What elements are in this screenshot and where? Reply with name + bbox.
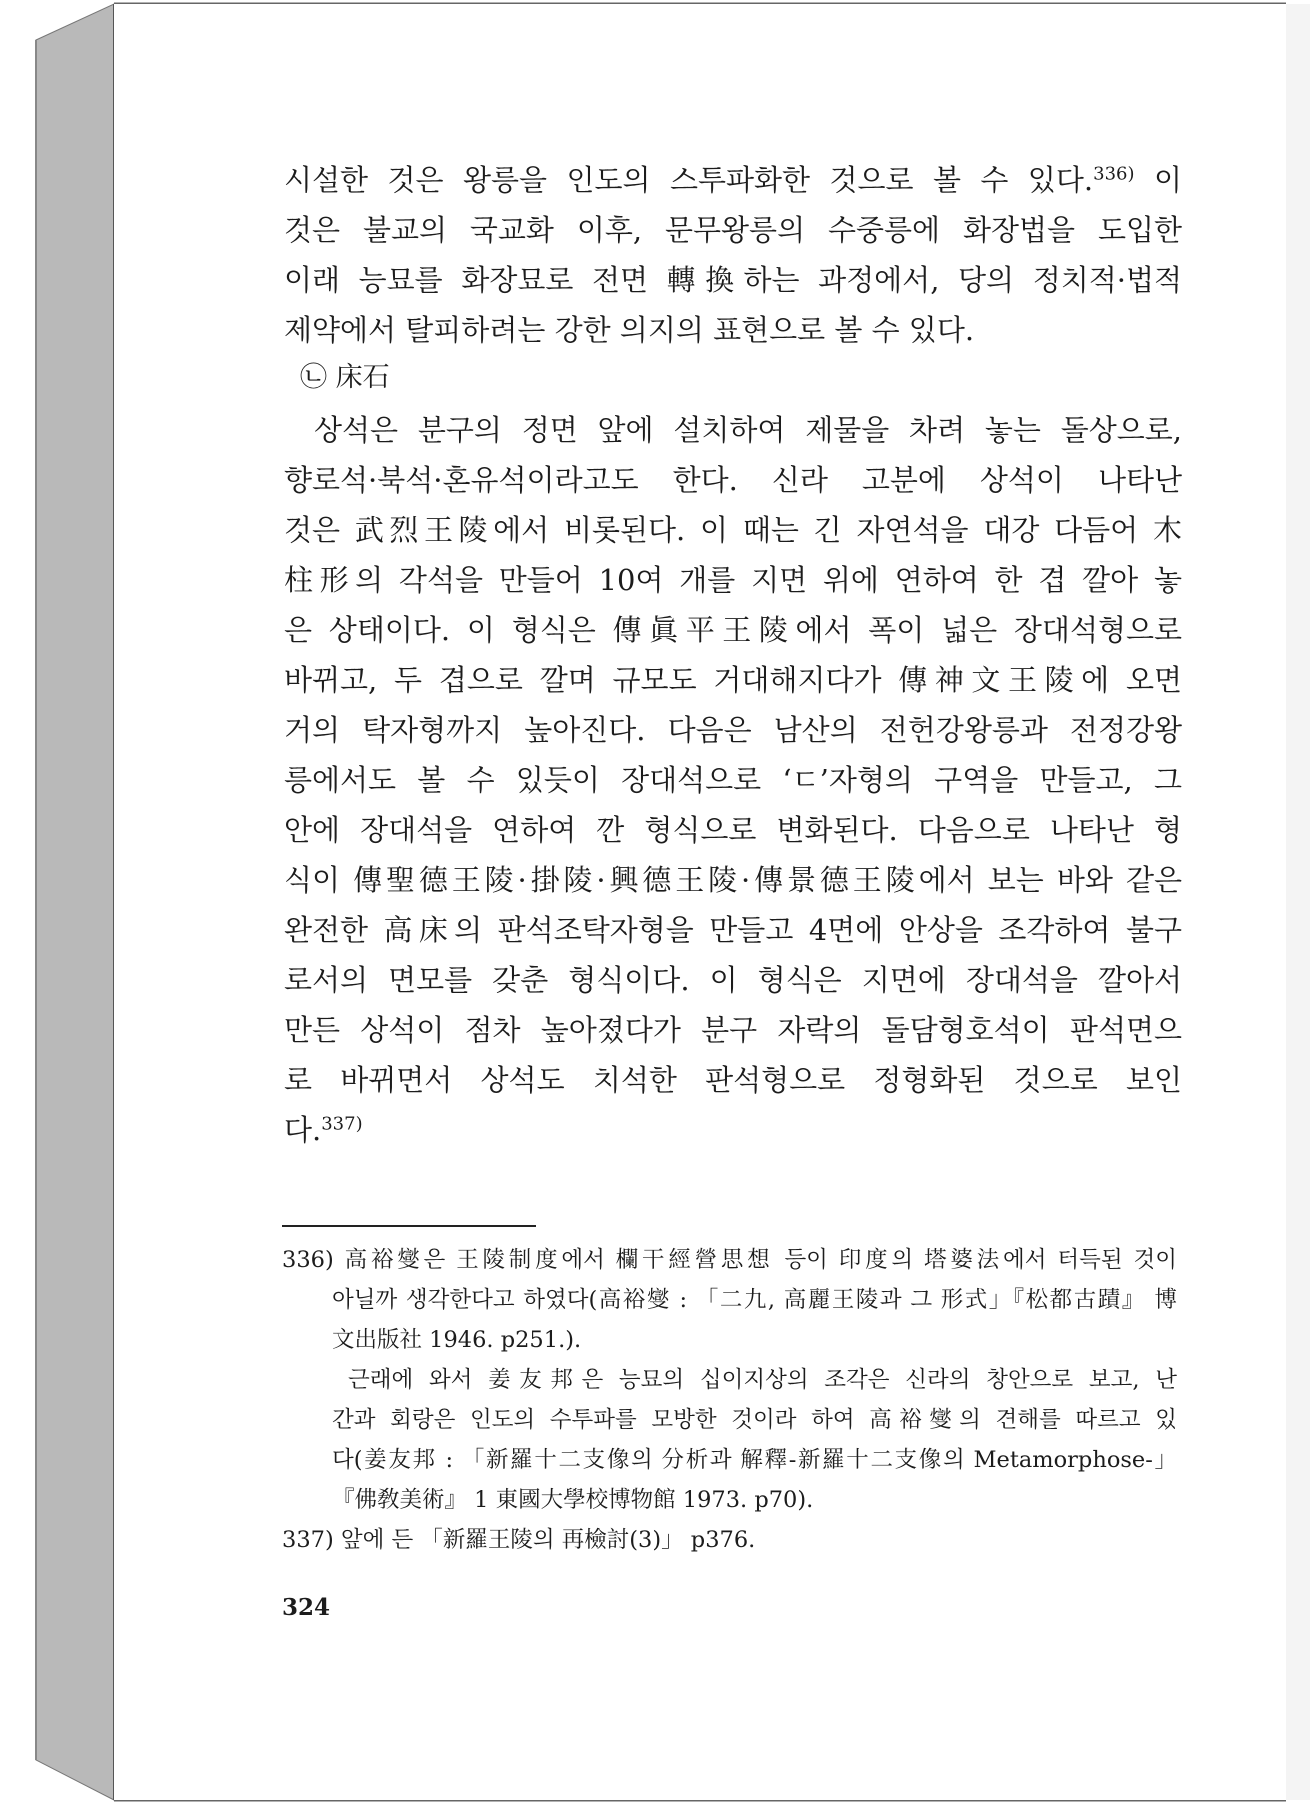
footnote-337: 337) 앞에 든 「新羅王陵의 再檢討(3)」 p376. xyxy=(282,1527,756,1553)
para2-line-3: 것은 武烈王陵에서 비롯된다. 이 때는 긴 자연석을 대강 다듬어 木 xyxy=(284,513,1182,547)
heading-text: 床石 xyxy=(335,362,390,393)
body-line-2: 것은 불교의 국교화 이후, 문무왕릉의 수중릉에 화장법을 도입한 xyxy=(284,213,1182,247)
body-line-3: 이래 능묘를 화장묘로 전면 轉換하는 과정에서, 당의 정치적·법적 xyxy=(284,263,1182,297)
para2-line-7: 거의 탁자형까지 높아진다. 다음은 남산의 전헌강왕릉과 전정강왕 xyxy=(284,713,1182,747)
footnote-336-line-5: 간과 회랑은 인도의 수투파를 모방한 것이라 하여 高裕燮의 견해를 따르고 있 xyxy=(332,1407,1177,1433)
para2-line-1: 상석은 분구의 정면 앞에 설치하여 제물을 차려 놓는 돌상으로, xyxy=(314,413,1182,447)
body-line-1: 시설한 것은 왕릉을 인도의 스투파화한 것으로 볼 수 있다.$^{336)}$ 이 xyxy=(284,163,1182,197)
section-heading xyxy=(300,358,390,398)
footnote-336-line-1: 336) 高裕燮은 王陵制度에서 欄干經營思想 등이 印度의 塔婆法에서 터득된 것이 xyxy=(282,1247,1177,1273)
para2-line-13: 만든 상석이 점차 높아졌다가 분구 자락의 돌담형호석이 판석면으 xyxy=(284,1013,1182,1047)
footnote-336-line-3: 文出版社 1946. p251.). xyxy=(332,1327,582,1353)
para2-line-5: 은 상태이다. 이 형식은 傳眞平王陵에서 폭이 넓은 장대석형으로 xyxy=(284,613,1182,647)
para2-line-9: 안에 장대석을 연하여 깐 형식으로 변화된다. 다음으로 나타난 형 xyxy=(284,813,1182,847)
book-page xyxy=(114,4,1286,1800)
para2-line-11: 완전한 高床의 판석조탁자형을 만들고 4면에 안상을 조각하여 불구 xyxy=(284,913,1182,947)
page-number: 324 xyxy=(282,1594,331,1621)
para2-line-10: 식이 傳聖德王陵·掛陵·興德王陵·傳景德王陵에서 보는 바와 같은 xyxy=(284,863,1182,897)
footnote-ref-337[interactable]: 337) xyxy=(321,1113,363,1135)
heading-marker: ㉡ xyxy=(300,362,327,393)
para2-line-2: 향로석·북석·혼유석이라고도 한다. 신라 고분에 상석이 나타난 xyxy=(284,463,1182,497)
footnote-336-line-2: 아닐까 생각한다고 하였다(高裕燮 : 「二九, 高麗王陵과 그 形式」『松都古蹟』 博 xyxy=(332,1287,1177,1313)
para2-line-4: 柱形의 각석을 만들어 10여 개를 지면 위에 연하여 한 겹 깔아 놓 xyxy=(284,563,1182,597)
para2-line-14: 로 바뀌면서 상석도 치석한 판석형으로 정형화된 것으로 보인 xyxy=(284,1063,1182,1097)
footnote-336-line-4: 근래에 와서 姜友邦은 능묘의 십이지상의 조각은 신라의 창안으로 보고, 난 xyxy=(348,1367,1177,1393)
footnote-336-line-6: 다(姜友邦 : 「新羅十二支像의 分析과 解釋-新羅十二支像의 Metamorphose-」 xyxy=(332,1447,1177,1473)
footnote-336-line-7: 『佛敎美術』 1 東國大學校博物館 1973. p70). xyxy=(332,1487,814,1513)
footnote-ref-336[interactable]: 336) xyxy=(1093,163,1135,185)
para2-line-12: 로서의 면모를 갖춘 형식이다. 이 형식은 지면에 장대석을 깔아서 xyxy=(284,963,1182,997)
para2-line-15: 다.$^{337)}$ xyxy=(284,1113,363,1147)
footnote-divider xyxy=(282,1225,536,1227)
para2-line-6: 바뀌고, 두 겹으로 깔며 규모도 거대해지다가 傳神文王陵에 오면 xyxy=(284,663,1182,697)
body-line-4: 제약에서 탈피하려는 강한 의지의 표현으로 볼 수 있다. xyxy=(284,313,975,347)
para2-line-8: 릉에서도 볼 수 있듯이 장대석으로 ‘ㄷ’자형의 구역을 만들고, 그 xyxy=(284,763,1182,797)
